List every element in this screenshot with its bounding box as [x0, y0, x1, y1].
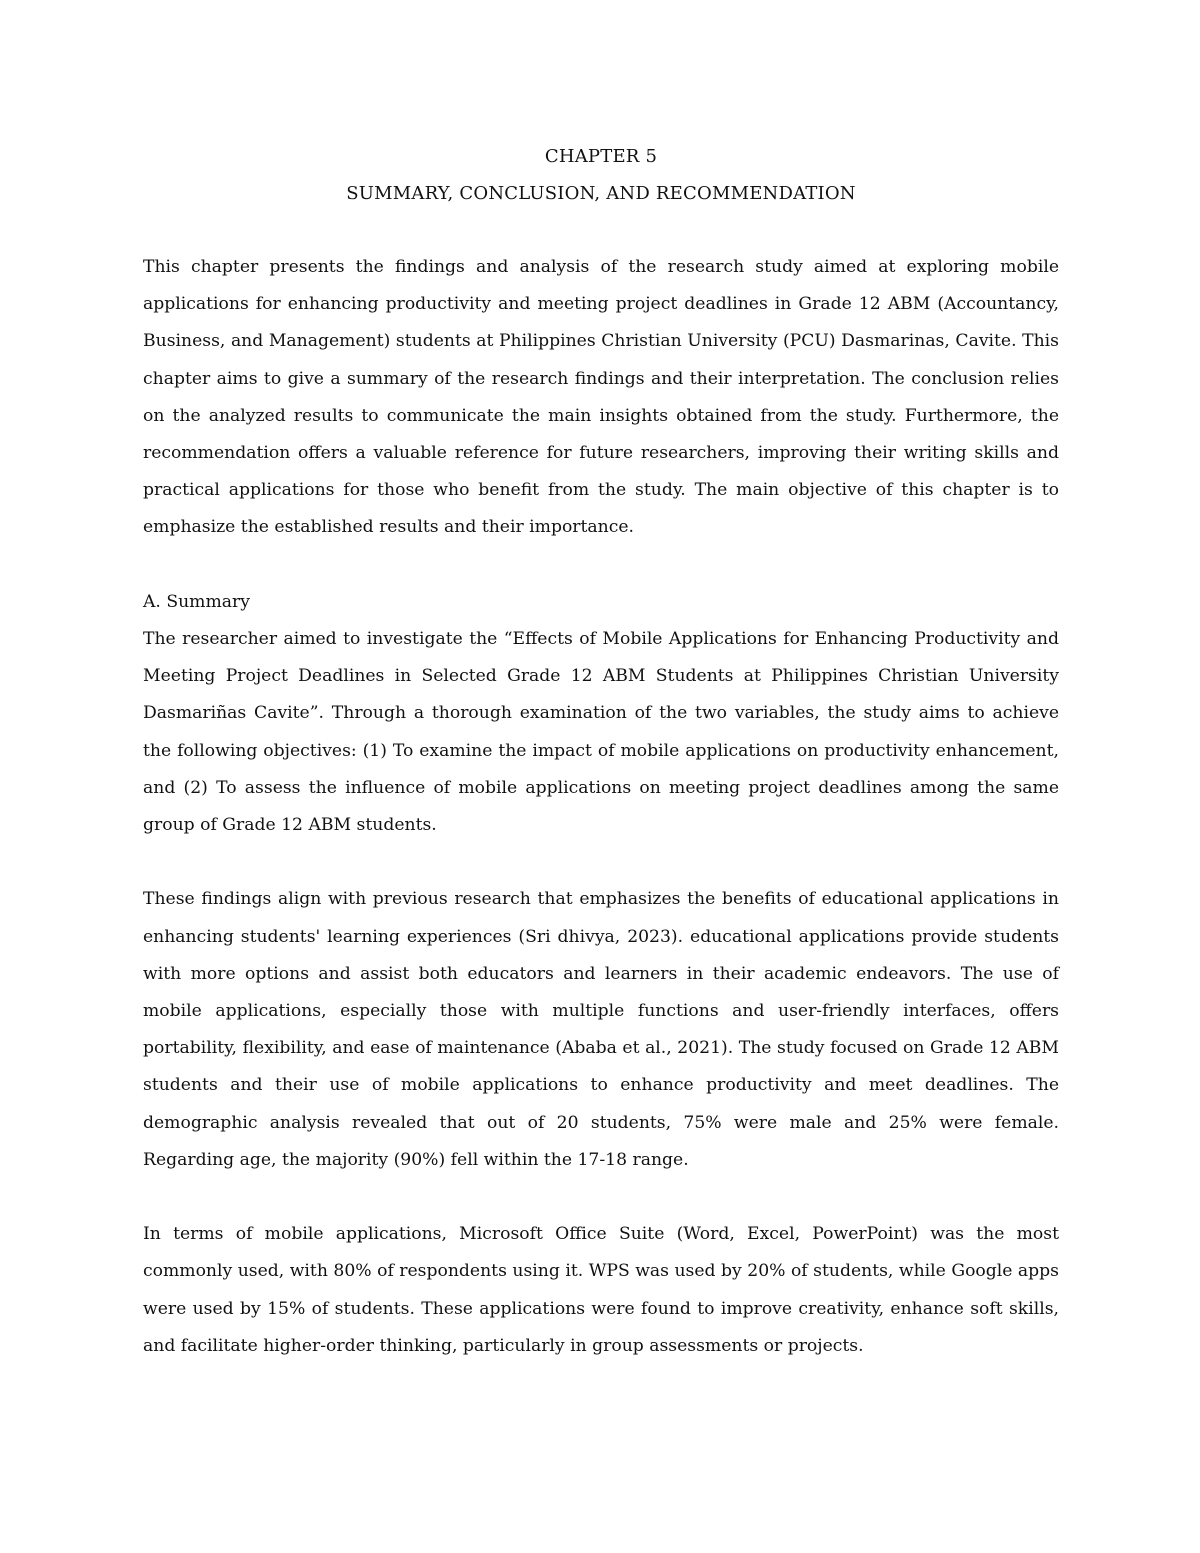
- summary-paragraph-findings: These findings align with previous research that emphasizes the benefits of educational applications in enhancing students' learning experiences (Sri dhivya, 2023). educational applications provide students with more options and assist both educators and learners in their academic endeavors. The use of mobile applications, especially those with multiple functions and user-friendly interfaces, offers portability, flexibility, and ease of maintenance (Ababa et al., 2021). The study focused on Grade 12 ABM students and their use of mobile applications to enhance productivity and meet deadlines. The demographic analysis revealed that out of 20 students, 75% were male and 25% were female. Regarding age, the majority (90%) fell within the 17-18 range.: [143, 889, 1059, 1170]
- summary-heading: A. Summary: [143, 591, 250, 612]
- document-body: [143, 138, 1059, 1365]
- chapter-title: CHAPTER 5: [544, 146, 658, 167]
- summary-paragraph-objectives: The researcher aimed to investigate the “Effects of Mobile Applications for Enhancing Productivity and Meeting Project Deadlines in Selected Grade 12 ABM Students at Philippines Christian University Dasmariñas Cavite”. Through a thorough examination of the two variables, the study aims to achieve the following objectives: (1) To examine the impact of mobile applications on productivity enhancement, and (2) To assess the influence of mobile applications on meeting project deadlines among the same group of Grade 12 ABM students.: [143, 629, 1059, 836]
- summary-paragraph-applications: In terms of mobile applications, Microsoft Office Suite (Word, Excel, PowerPoint) was the most commonly used, with 80% of respondents using it. WPS was used by 20% of students, while Google apps were used by 15% of students. These applications were found to improve creativity, enhance soft skills, and facilitate higher-order thinking, particularly in group assessments or projects.: [143, 1224, 1059, 1356]
- paragraph-spacer: [143, 547, 1059, 584]
- chapter-subtitle: SUMMARY, CONCLUSION, AND RECOMMENDATION: [346, 183, 856, 204]
- paragraph-spacer: [143, 844, 1059, 881]
- intro-paragraph: This chapter presents the findings and analysis of the research study aimed at exploring mobile applications for enhancing productivity and meeting project deadlines in Grade 12 ABM (Accountancy, Business, and Management) students at Philippines Christian University (PCU) Dasmarinas, Cavite. This chapter aims to give a summary of the research findings and their interpretation. The conclusion relies on the analyzed results to communicate the main insights obtained from the study. Furthermore, the recommendation offers a valuable reference for future researchers, improving their writing skills and practical applications for those who benefit from the study. The main objective of this chapter is to emphasize the established results and their importance.: [143, 257, 1059, 538]
- paragraph-spacer: [143, 1179, 1059, 1216]
